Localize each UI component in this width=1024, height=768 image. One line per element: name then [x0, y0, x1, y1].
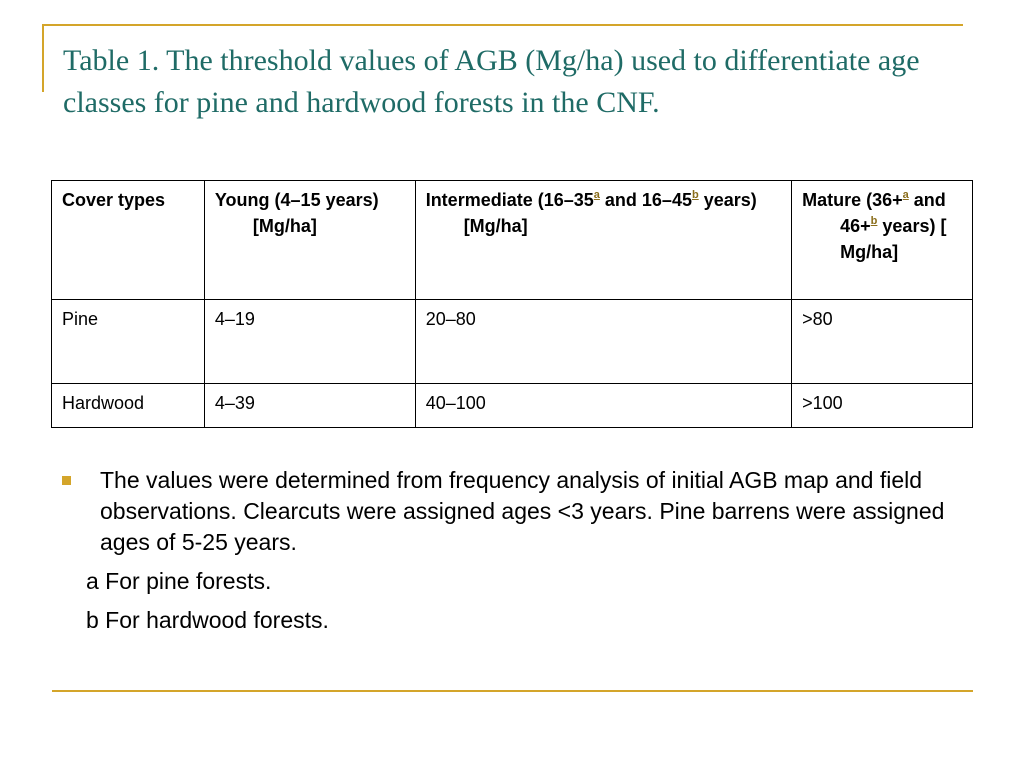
table-row — [52, 384, 973, 428]
footnote-b: b For hardwood forests. — [86, 607, 329, 633]
cell-cover-type: Hardwood — [52, 384, 205, 428]
footnote-a: a For pine forests. — [86, 568, 272, 594]
header-young: Young (4–15 years) [Mg/ha] — [204, 181, 415, 300]
slide-title: Table 1. The threshold values of AGB (Mg/ha) used to differentiate age classes for pine and hardwood forests in the CNF. — [63, 44, 920, 119]
footnote-a-marker[interactable]: a — [902, 189, 909, 201]
square-bullet-icon — [62, 476, 71, 485]
cell-young: 4–19 — [204, 300, 415, 384]
header-intermediate: Intermediate (16–35$^a$ and 16–45$^b$ years) [Mg/ha] — [415, 181, 791, 300]
header-mature: Mature (36+$^a$ and 46+$^b$ years) [ Mg/ha] — [792, 181, 973, 300]
cell-cover-type: Pine — [52, 300, 205, 384]
cell-intermediate: 40–100 — [415, 384, 791, 428]
cell-mature: >80 — [792, 300, 973, 384]
cell-intermediate: 20–80 — [415, 300, 791, 384]
table-row — [52, 300, 973, 384]
footnote-a-marker[interactable]: a — [593, 189, 600, 201]
table-header-row — [52, 181, 973, 300]
cell-mature: >100 — [792, 384, 973, 428]
bullet-list — [62, 465, 972, 636]
frame-top-line — [42, 24, 963, 26]
footnote-b-marker[interactable]: b — [870, 215, 878, 227]
bullet-text: The values were determined from frequency analysis of initial AGB map and field observations. Clearcuts were assigned ages <3 years. Pine barrens were assigned ages of 5-25 years. — [100, 467, 945, 555]
cell-young: 4–39 — [204, 384, 415, 428]
footnote-b-marker[interactable]: b — [691, 189, 699, 201]
frame-left-line — [42, 24, 44, 92]
header-cover-types: Cover types — [52, 181, 205, 300]
threshold-table — [51, 180, 973, 428]
list-item — [62, 465, 972, 558]
frame-bottom-line — [52, 690, 973, 692]
